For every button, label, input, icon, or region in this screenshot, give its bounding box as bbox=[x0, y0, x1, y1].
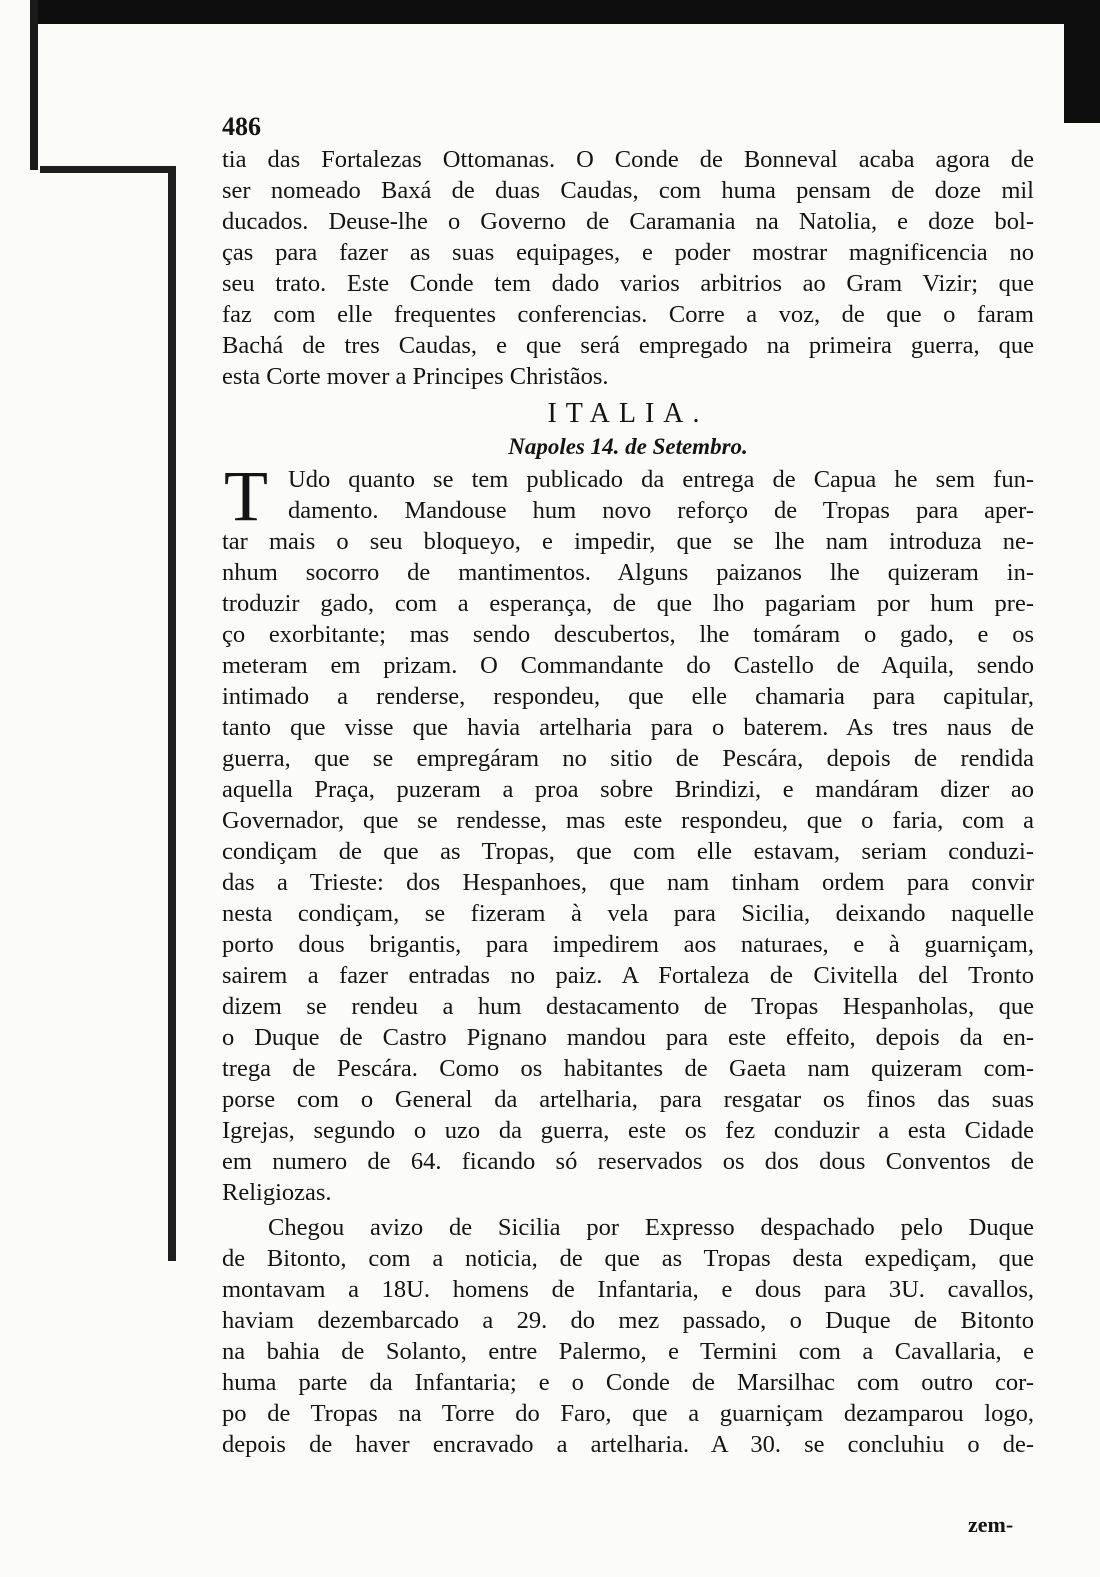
paragraph-naples-news bbox=[222, 456, 1034, 1208]
text-line: esta Corte mover a Principes Christãos. bbox=[222, 363, 609, 390]
text-line: guerra, que se empregáram no sitio de Pescára, depois de rendida bbox=[222, 745, 1034, 772]
text-line: trega de Pescára. Como os habitantes de Gaeta nam quizeram com- bbox=[222, 1055, 1034, 1082]
text-line: ças para fazer as suas equipages, e poder mostrar magnificencia no bbox=[222, 239, 1034, 266]
text-line: em numero de 64. ficando só reservados os dos dous Conventos de bbox=[222, 1148, 1034, 1175]
document-page bbox=[222, 112, 1034, 1460]
text-line: montavam a 18U. homens de Infantaria, e dous para 3U. cavallos, bbox=[222, 1276, 1034, 1303]
text-line: sairem a fazer entradas no paiz. A Fortaleza de Civitella del Tronto bbox=[222, 962, 1034, 989]
binding-gutter-top bbox=[40, 166, 175, 173]
text-line: dizem se rendeu a hum destacamento de Tropas Hespanholas, que bbox=[222, 993, 1034, 1020]
text-line: de Bitonto, com a noticia, de que as Tropas desta expediçam, que bbox=[222, 1245, 1034, 1272]
text-line: nhum socorro de mantimentos. Alguns paizanos lhe quizeram in- bbox=[222, 559, 1034, 586]
text-line: seu trato. Este Conde tem dado varios arbitrios ao Gram Vizir; que bbox=[222, 270, 1034, 297]
dateline: Napoles 14. de Setembro. bbox=[508, 434, 748, 459]
text-line: condiçam de que as Tropas, que com elle estavam, seriam conduzi- bbox=[222, 838, 1034, 865]
text-line: haviam dezembarcado a 29. do mez passado, o Duque de Bitonto bbox=[222, 1307, 1034, 1334]
text-line: ducados. Deuse-lhe o Governo de Caramania na Natolia, e doze bol- bbox=[222, 208, 1034, 235]
text-line: porto dous brigantis, para impedirem aos naturaes, e à guarniçam, bbox=[222, 931, 1034, 958]
text-line: na bahia de Solanto, entre Palermo, e Termini com a Cavallaria, e bbox=[222, 1338, 1034, 1365]
scan-border-corner bbox=[1064, 18, 1100, 123]
text-line: tar mais o seu bloqueyo, e impedir, que se lhe nam introduza ne- bbox=[222, 528, 1034, 555]
paragraph-ottoman-news bbox=[222, 144, 1034, 392]
text-line: Religiozas. bbox=[222, 1179, 332, 1206]
text-line: faz com elle frequentes conferencias. Corre a voz, de que o faram bbox=[222, 301, 1034, 328]
text-line: depois de haver encravado a artelharia. A 30. se concluhiu o de- bbox=[222, 1431, 1034, 1458]
text-line: damento. Mandouse hum novo reforço de Tropas para aper- bbox=[288, 497, 1034, 524]
text-line: tanto que visse que havia artelharia para o baterem. As tres naus de bbox=[222, 714, 1034, 741]
text-line: das a Trieste: dos Hespanhoes, que nam tinham ordem para convir bbox=[222, 869, 1034, 896]
text-line: meteram em prizam. O Commandante do Castello de Aquila, sendo bbox=[222, 652, 1034, 679]
text-line: Bachá de tres Caudas, e que será empregado na primeira guerra, que bbox=[222, 332, 1034, 359]
text-line: ço exorbitante; mas sendo descubertos, lhe tomáram o gado, e os bbox=[222, 621, 1034, 648]
paragraph-sicily-news bbox=[222, 1212, 1034, 1460]
catchword: zem- bbox=[968, 1512, 1014, 1537]
text-line: troduzir gado, com a esperança, de que lho pagariam por hum pre- bbox=[222, 590, 1034, 617]
text-line: tia das Fortalezas Ottomanas. O Conde de Bonneval acaba agora de bbox=[222, 146, 1034, 173]
text-line: Igrejas, segundo o uzo da guerra, este os fez conduzir a esta Cidade bbox=[222, 1117, 1034, 1144]
text-line: Governador, que se rendesse, mas este respondeu, que o faria, com a bbox=[222, 807, 1034, 834]
text-line: Chegou avizo de Sicilia por Expresso despachado pelo Duque bbox=[268, 1214, 1034, 1241]
text-line: o Duque de Castro Pignano mandou para este effeito, depois da en- bbox=[222, 1024, 1034, 1051]
scan-border-top bbox=[30, 0, 1100, 24]
text-line: porse com o General da artelharia, para resgatar os finos das suas bbox=[222, 1086, 1034, 1113]
text-line: Udo quanto se tem publicado da entrega de Capua he sem fun- bbox=[288, 466, 1034, 493]
binding-gutter-edge bbox=[168, 166, 176, 1261]
scan-border-left bbox=[30, 0, 38, 170]
text-line: ser nomeado Baxá de duas Caudas, com huma pensam de doze mil bbox=[222, 177, 1034, 204]
section-title: ITALIA. bbox=[547, 398, 709, 429]
text-line: po de Tropas na Torre do Faro, que a guarniçam dezamparou logo, bbox=[222, 1400, 1034, 1427]
text-line: aquella Praça, puzeram a proa sobre Brindizi, e mandáram dizer ao bbox=[222, 776, 1034, 803]
text-line: intimado a renderse, respondeu, que elle chamaria para capitular, bbox=[222, 683, 1034, 710]
drop-cap: T bbox=[224, 456, 268, 536]
text-line: huma parte da Infantaria; e o Conde de Marsilhac com outro cor- bbox=[222, 1369, 1034, 1396]
page-number: 486 bbox=[222, 112, 261, 141]
text-line: nesta condiçam, se fizeram à vela para Sicilia, deixando naquelle bbox=[222, 900, 1034, 927]
